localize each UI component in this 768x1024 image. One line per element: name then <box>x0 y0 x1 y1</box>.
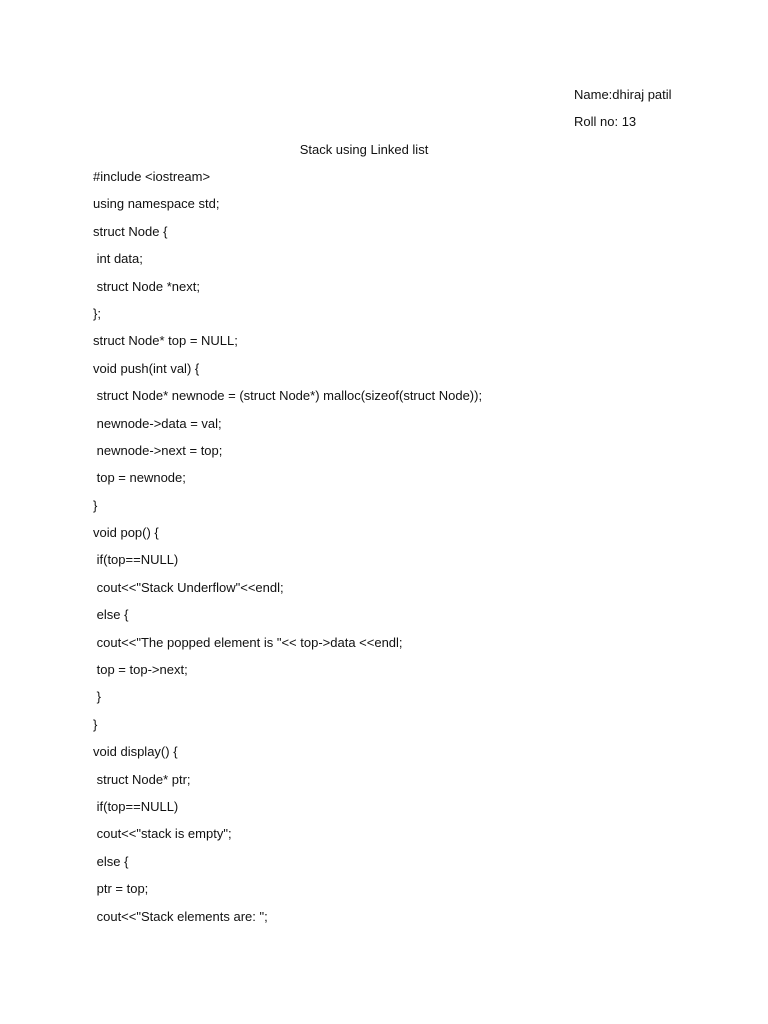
code-line: newnode->next = top; <box>93 442 223 458</box>
code-line: using namespace std; <box>93 196 220 212</box>
code-line: }; <box>93 305 101 321</box>
code-line: struct Node* top = NULL; <box>93 333 238 349</box>
code-line: void display() { <box>93 744 178 760</box>
code-line: } <box>93 497 98 513</box>
code-line: top = newnode; <box>93 470 186 486</box>
student-info <box>574 86 754 141</box>
code-line: if(top==NULL) <box>93 798 179 814</box>
code-line: struct Node *next; <box>93 278 200 294</box>
code-line: if(top==NULL) <box>93 552 179 568</box>
code-line: else { <box>93 607 129 623</box>
code-line: cout<<"stack is empty"; <box>93 826 232 842</box>
code-line: cout<<"Stack Underflow"<<endl; <box>93 579 284 595</box>
code-line: cout<<"The popped element is "<< top->data <<endl; <box>93 634 403 650</box>
code-line: struct Node* newnode = (struct Node*) malloc(sizeof(struct Node)); <box>93 388 483 404</box>
code-line: void push(int val) { <box>93 360 200 376</box>
code-line: int data; <box>93 251 143 267</box>
code-line: } <box>93 716 98 732</box>
code-line: cout<<"Stack elements are: "; <box>93 908 268 924</box>
code-line: ptr = top; <box>93 881 149 897</box>
code-listing <box>93 168 733 935</box>
code-line: struct Node { <box>93 223 168 239</box>
student-name: Name:dhiraj patil <box>574 87 672 102</box>
code-line: top = top->next; <box>93 662 188 678</box>
code-line: newnode->data = val; <box>93 415 222 431</box>
code-line: } <box>93 689 101 705</box>
code-line: #include <iostream> <box>93 169 211 184</box>
roll-number: Roll no: 13 <box>574 114 637 130</box>
code-line: void pop() { <box>93 525 159 541</box>
code-line: else { <box>93 853 129 869</box>
code-line: struct Node* ptr; <box>93 771 191 787</box>
document-title: Stack using Linked list <box>299 142 429 157</box>
